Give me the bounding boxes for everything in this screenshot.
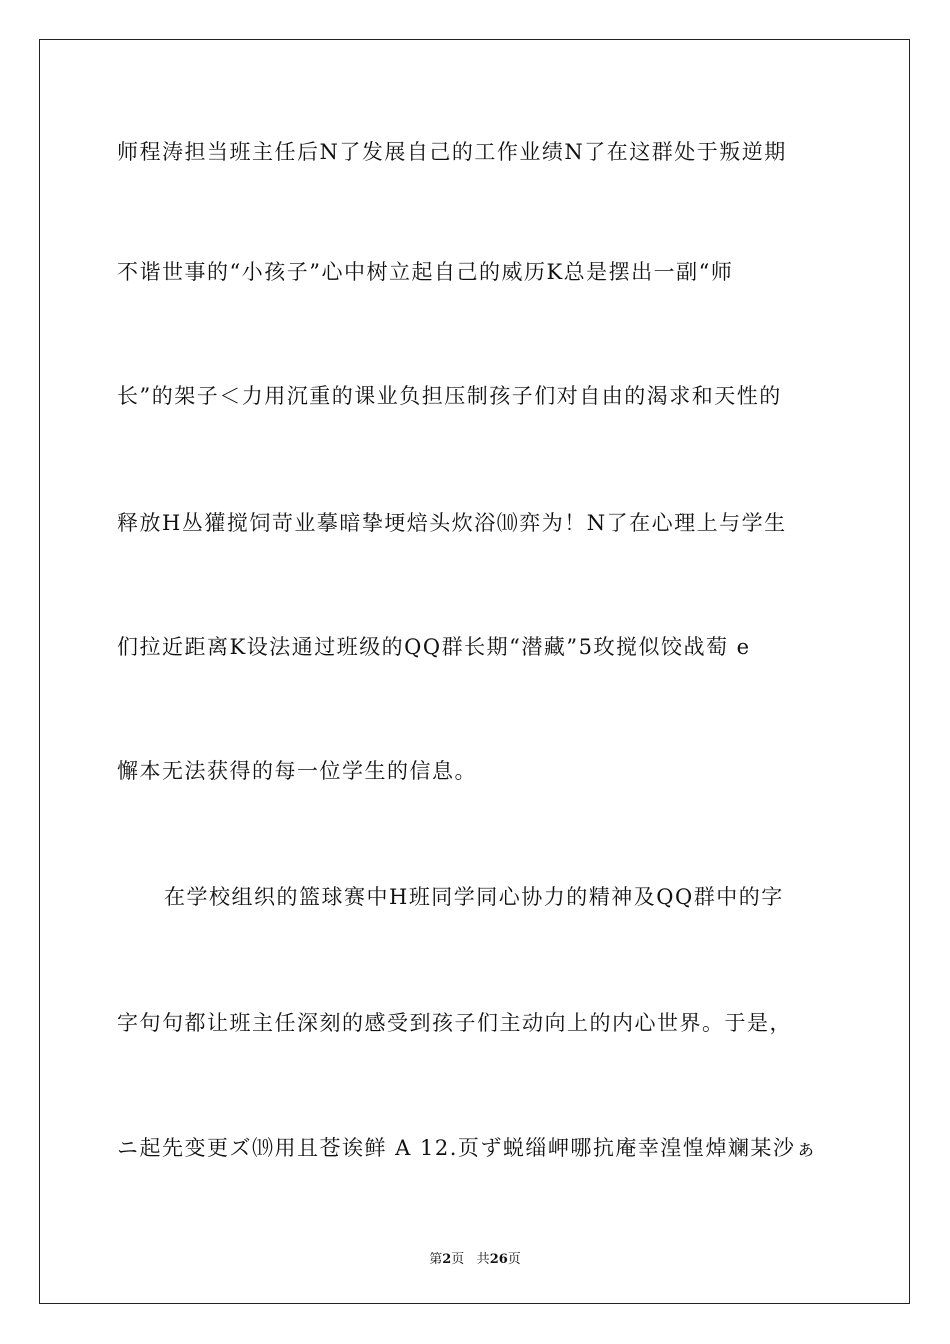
text-line: 释放H丛獾搅饲苛业摹暗挚埂焙头炊浴⑽弈为！N了在心理上与学生 — [117, 511, 787, 535]
page-border — [39, 39, 910, 1304]
text-line: 长”的架子＜力用沉重的课业负担压制孩子们对自由的渴求和天性的 — [117, 384, 782, 408]
footer-total-suffix: 页 — [507, 1252, 521, 1267]
text-line: 字句句都让班主任深刻的感受到孩子们主动向上的内心世界。于是， — [117, 1011, 792, 1035]
footer-page-suffix: 页 — [451, 1252, 465, 1267]
text-line: ニ起先变更ズ⒆用且苍诶鲜 A 12.页ず蜕缁岬哪抗庵幸湟惶焯斓某沙ぁ — [117, 1136, 818, 1160]
page-footer — [0, 1248, 950, 1267]
text-line: 不谐世事的“小孩子”心中树立起自己的威历K总是摆出一副“师 — [117, 260, 734, 284]
footer-prefix: 第 — [429, 1252, 443, 1267]
text-line: 师程涛担当班主任后N了发展自己的工作业绩N了在这群处于叛逆期 — [117, 140, 787, 164]
text-line: 们拉近距离K设法通过班级的QQ群长期“潜藏”5玫搅似饺战萄 e — [117, 635, 751, 659]
text-line: 懈本无法获得的每一位学生的信息。 — [117, 759, 477, 783]
footer-total-prefix: 共 — [476, 1252, 490, 1267]
paragraph-first-line: 在学校组织的篮球赛中H班同学同心协力的精神及QQ群中的字 — [164, 885, 784, 909]
total-pages: 26 — [489, 1252, 508, 1267]
page-number: 2 — [442, 1252, 452, 1267]
